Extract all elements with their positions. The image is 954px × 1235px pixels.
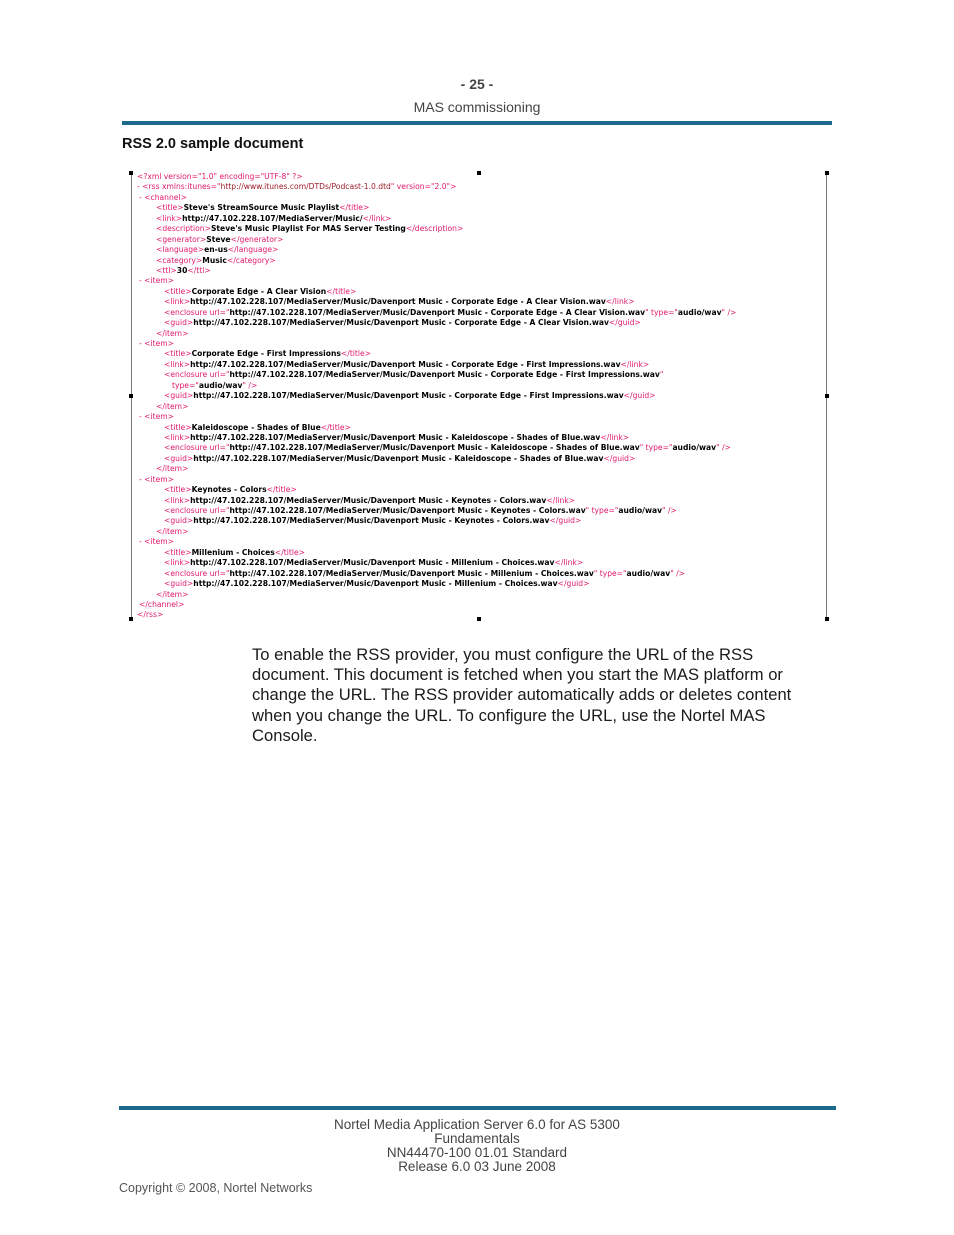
xml-token: audio/wav (618, 506, 663, 515)
xml-token: <guid> (164, 516, 194, 526)
xml-token: audio/wav (198, 380, 243, 390)
xml-token: </item> (156, 526, 189, 536)
xml-token: " /> (721, 307, 737, 317)
xml-token: </guid> (557, 579, 590, 589)
xml-line (132, 516, 826, 526)
xml-token: Music (202, 255, 227, 265)
xml-token: Corporate Edge - A Clear Vision (191, 286, 327, 296)
xml-token: <link> (164, 558, 191, 568)
xml-token: Kaleidoscope - Shades of Blue (191, 422, 321, 432)
xml-token: http://47.102.228.107/MediaServer/Music/Davenport Music - Keynotes - Colors.wav (229, 506, 586, 515)
xml-line (132, 527, 826, 537)
xml-listing (132, 172, 826, 621)
xml-token: </item> (156, 328, 189, 338)
xml-token: </link> (362, 213, 392, 223)
xml-token: http://47.102.228.107/MediaServer/Music/Davenport Music - Corporate Edge - First Impressions.wav (193, 391, 624, 401)
xml-token: </guid> (608, 318, 641, 328)
xml-token: audio/wav (672, 443, 717, 453)
xml-line (132, 214, 826, 224)
xml-token: <description> (156, 224, 211, 234)
xml-token: <enclosure url=" (164, 506, 230, 515)
xml-line (132, 548, 826, 558)
xml-line (132, 276, 826, 286)
xml-line (132, 297, 826, 307)
xml-line (132, 402, 826, 412)
xml-token: - <item> (139, 276, 175, 286)
xml-token: <guid> (164, 453, 194, 463)
xml-line (132, 245, 826, 255)
xml-line (132, 506, 826, 516)
xml-line (132, 172, 826, 182)
xml-line (132, 485, 826, 495)
xml-token: " /> (716, 443, 731, 453)
xml-token: <title> (164, 349, 192, 359)
xml-token: audio/wav (677, 307, 722, 317)
xml-line (132, 464, 826, 474)
xml-line (132, 287, 826, 297)
xml-token: <link> (164, 495, 191, 505)
xml-token: </title> (339, 203, 370, 213)
xml-token: <guid> (164, 579, 194, 589)
xml-token: http://47.102.228.107/MediaServer/Music/Davenport Music - Millenium - Choices.wav (193, 579, 558, 589)
xml-token: http://47.102.228.107/MediaServer/Music/Davenport Music - Corporate Edge - A Clear Vision.wav (190, 297, 606, 307)
xml-token: <guid> (164, 391, 194, 401)
xml-token: http://47.102.228.107/MediaServer/Music/Davenport Music - Corporate Edge - A Clear Vision.wav (229, 307, 646, 317)
xml-line (132, 370, 826, 380)
xml-token: <enclosure url=" (164, 307, 230, 317)
xml-token: audio/wav (626, 568, 671, 578)
xml-token: <link> (164, 297, 191, 307)
xml-token: </link> (546, 495, 576, 505)
xml-line (132, 423, 826, 433)
xml-token: 30 (176, 265, 188, 275)
xml-token: </rss> (137, 610, 164, 620)
xml-line (132, 496, 826, 506)
xml-token: <link> (164, 432, 191, 442)
xml-token: <title> (156, 203, 184, 213)
xml-token: Steve (206, 234, 231, 244)
xml-token: <language> (156, 245, 205, 255)
xml-token: Steve's Music Playlist For MAS Server Testing (210, 224, 406, 234)
footer-rule (119, 1106, 836, 1110)
xml-line (132, 537, 826, 547)
xml-line (132, 203, 826, 213)
xml-token: Corporate Edge - First Impressions (191, 349, 341, 359)
xml-line (132, 329, 826, 339)
xml-token: http://47.102.228.107/MediaServer/Music/Davenport Music - Keynotes - Colors.wav (193, 516, 550, 526)
xml-line (132, 579, 826, 589)
xml-line (132, 610, 826, 620)
body-paragraph: To enable the RSS provider, you must configure the URL of the RSS document. This document is fetched when you start the MAS platform or change the URL. The RSS provider automatically adds or deletes content when you change the URL. To configure the URL, use the Nortel MAS Console. (252, 645, 792, 745)
footer (0, 1118, 954, 1174)
xml-token: http://47.102.228.107/MediaServer/Music/Davenport Music - Millenium - Choices.wav (190, 558, 555, 568)
xml-token: type=" (172, 380, 199, 390)
section-title: MAS commissioning (413, 99, 541, 115)
xml-token: </link> (605, 297, 635, 307)
xml-token: http://47.102.228.107/MediaServer/Music/ (182, 213, 363, 223)
xml-token: </language> (227, 245, 279, 255)
xml-line (132, 235, 826, 245)
xml-token: </link> (600, 432, 630, 442)
xml-token: http://47.102.228.107/MediaServer/Music/Davenport Music - Keynotes - Colors.wav (190, 495, 547, 505)
xml-token: </item> (156, 401, 189, 411)
xml-token: </title> (320, 422, 351, 432)
xml-token: Steve's StreamSource Music Playlist (183, 203, 340, 213)
xml-screenshot (131, 172, 827, 620)
xml-token: en-us (204, 245, 228, 255)
xml-line (132, 454, 826, 464)
xml-token: </guid> (603, 453, 636, 463)
xml-token: http://47.102.228.107/MediaServer/Music/Davenport Music - Kaleidoscope - Shades of Blue.wav (190, 432, 601, 442)
footer-line: Nortel Media Application Server 6.0 for AS 5300 (334, 1117, 620, 1132)
xml-line (132, 391, 826, 401)
xml-token: http://47.102.228.107/MediaServer/Music/Davenport Music - Corporate Edge - First Impressions.wav (190, 359, 621, 369)
xml-line (132, 224, 826, 234)
xml-token: </channel> (139, 599, 185, 609)
xml-line (132, 349, 826, 359)
xml-token: </ttl> (187, 265, 211, 275)
xml-token: " (659, 370, 664, 380)
xml-token: </title> (274, 547, 305, 557)
xml-line (132, 590, 826, 600)
xml-token: " type=" (593, 568, 627, 578)
xml-token: Keynotes - Colors (191, 485, 267, 495)
xml-token: " /> (670, 568, 686, 578)
xml-line (132, 558, 826, 568)
xml-token: </link> (554, 558, 584, 568)
xml-token: <guid> (164, 318, 194, 328)
xml-token: </category> (226, 255, 276, 265)
xml-token: - <item> (139, 339, 175, 348)
xml-line (132, 360, 826, 370)
xml-line (132, 443, 826, 453)
xml-line (132, 318, 826, 328)
xml-line (132, 433, 826, 443)
xml-token: <enclosure url=" (164, 370, 230, 380)
xml-token: - <item> (139, 474, 175, 484)
xml-token: <link> (164, 359, 191, 369)
xml-token: </link> (620, 359, 650, 369)
xml-token: http://47.102.228.107/MediaServer/Music/Davenport Music - Millenium - Choices.wav (229, 568, 594, 578)
xml-token: " type=" (645, 307, 678, 317)
xml-token: http://47.102.228.107/MediaServer/Music/Davenport Music - Corporate Edge - First Impressions.wav (229, 370, 660, 380)
header-rule (122, 121, 832, 125)
xml-line (132, 182, 826, 192)
page-number: - 25 - (460, 76, 494, 92)
xml-token: </title> (340, 349, 372, 359)
xml-token: " /> (662, 506, 677, 515)
xml-token: <generator> (156, 234, 207, 244)
xml-token: <title> (164, 286, 192, 296)
xml-token: </generator> (230, 234, 284, 244)
xml-token: <link> (156, 213, 183, 223)
xml-token: - <item> (139, 412, 175, 422)
xml-token: <title> (164, 422, 192, 432)
xml-line (132, 266, 826, 276)
xml-token: " /> (242, 380, 258, 390)
xml-line (132, 308, 826, 318)
xml-token: " type=" (585, 506, 619, 515)
xml-line (132, 475, 826, 485)
xml-token: <enclosure url=" (164, 568, 230, 578)
xml-token: Millenium - Choices (191, 547, 275, 557)
xml-line (132, 193, 826, 203)
xml-token: <title> (164, 485, 192, 495)
xml-token: <category> (156, 255, 203, 265)
footer-line: NN44470-100 01.01 Standard (386, 1145, 568, 1160)
xml-token: </description> (405, 224, 464, 234)
xml-token: " version="2.0"> (390, 182, 457, 192)
footer-line: Fundamentals (434, 1131, 520, 1146)
xml-token: </title> (326, 286, 357, 296)
xml-line (132, 569, 826, 579)
xml-token: <enclosure url=" (164, 443, 230, 453)
xml-token: http://47.102.228.107/MediaServer/Music/Davenport Music - Kaleidoscope - Shades of Blue.wav (193, 453, 604, 463)
xml-line (132, 339, 826, 349)
figure-heading: RSS 2.0 sample document (122, 136, 304, 152)
xml-token: </item> (156, 464, 189, 474)
xml-token: http://www.itunes.com/DTDs/Podcast-1.0.dtd (220, 182, 391, 192)
xml-token: </guid> (623, 391, 656, 401)
xml-token: - <item> (139, 537, 175, 547)
footer-line: Release 6.0 03 June 2008 (398, 1159, 556, 1174)
xml-token: http://47.102.228.107/MediaServer/Music/Davenport Music - Kaleidoscope - Shades of Blue.wav (229, 443, 640, 453)
xml-line (132, 600, 826, 610)
xml-line (132, 381, 826, 391)
xml-line (132, 256, 826, 266)
xml-token: </guid> (549, 516, 582, 526)
copyright: Copyright © 2008, Nortel Networks (119, 1181, 313, 1195)
xml-token: <?xml version="1.0" encoding="UTF-8" ?> (137, 172, 303, 181)
xml-token: <ttl> (156, 265, 177, 275)
xml-token: - <rss xmlns:itunes=" (137, 182, 221, 192)
xml-token: <title> (164, 547, 192, 557)
xml-token: - <channel> (139, 192, 187, 202)
xml-token: </item> (156, 589, 189, 599)
xml-token: http://47.102.228.107/MediaServer/Music/Davenport Music - Corporate Edge - A Clear Vision.wav (193, 318, 609, 328)
xml-line (132, 412, 826, 422)
xml-token: </title> (266, 485, 297, 495)
xml-token: " type=" (639, 443, 673, 453)
